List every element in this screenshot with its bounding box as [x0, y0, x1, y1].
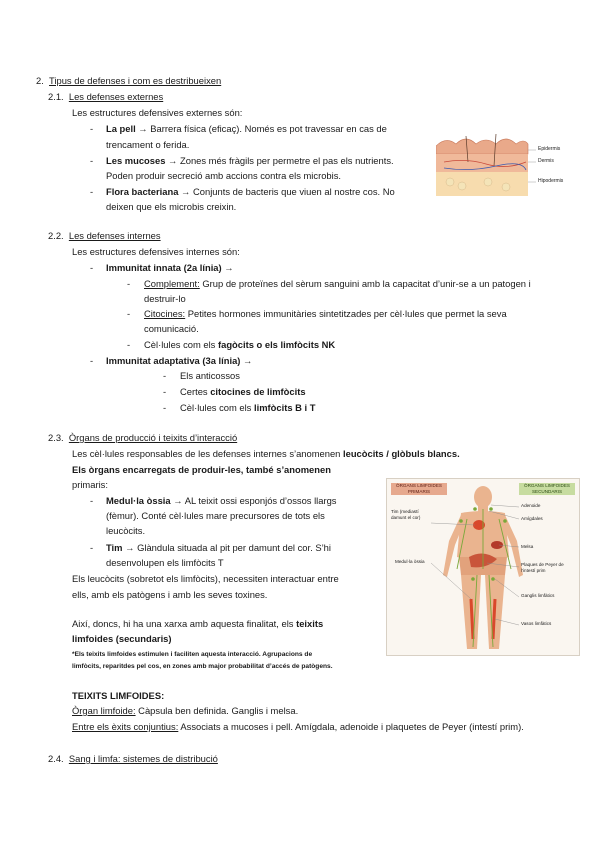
list-item: [90, 542, 331, 554]
figure-label: Dermis: [538, 158, 554, 164]
arrow: →: [165, 155, 180, 166]
figure-label: Epidermis: [538, 146, 561, 152]
definition: Associats a mucoses i pell. Amígdala, adenoide i plaquetes de Peyer (intestí prim).: [178, 721, 524, 732]
list-item: [90, 155, 394, 167]
figure-title: ÒRGANS LIMFOIDES SECUNDARIS: [519, 483, 575, 495]
section-title: Sang i limfa: sistemes de distribució: [68, 753, 218, 764]
figure-label: Ganglis limfàtics: [521, 593, 555, 598]
section-number: 2.4.: [48, 753, 64, 764]
definition: Conjunts de bacteris que viuen al nostre cos. No: [193, 186, 395, 197]
text: Cèl·lules com els: [180, 402, 254, 413]
paragraph: [72, 721, 524, 733]
bold-text: TEIXITS LIMFOIDES:: [72, 690, 165, 701]
list-item: [90, 495, 337, 507]
paragraph: Les estructures defensives internes són:: [72, 246, 240, 257]
paragraph: [72, 618, 323, 630]
sublist-item-cont: comunicació.: [144, 323, 199, 334]
list-item-cont: Poden produir secreció amb accions contra els microbis.: [106, 170, 342, 181]
term: La pell: [106, 123, 136, 134]
bullet: -: [90, 262, 94, 273]
text: Així, doncs, hi ha una xarxa amb aquesta finalitat, els: [72, 618, 297, 629]
paragraph: [72, 705, 298, 717]
definition: Barrera física (eficaç). Només es pot travessar en cas de: [150, 123, 387, 134]
definition: Càpsula ben definida. Ganglis i melsa.: [135, 705, 299, 716]
section-number: 2.: [36, 75, 44, 86]
paragraph: ells, amb els patògens i amb les seves toxines.: [72, 589, 268, 600]
term: Flora bacteriana: [106, 186, 179, 197]
lymphoid-organs-figure: [386, 478, 580, 656]
list-item-cont: deixen que els microbis creixin.: [106, 201, 237, 212]
section-title: Tipus de defenses i com es destribueixen: [49, 75, 222, 86]
bullet: -: [163, 402, 167, 413]
figure-title: ÒRGANS LIMFOIDES PRIMARIS: [391, 483, 447, 495]
text: Les cèl·lules responsables de les defenses internes s’anomenen: [72, 448, 343, 459]
paragraph: primaris:: [72, 479, 108, 490]
list-item-cont: (fèmur). Conté cèl·lules mare precursores de tots els: [106, 510, 325, 521]
text: Cèl·lules com els: [144, 339, 218, 350]
arrow: →: [170, 495, 185, 506]
sublist-item: [127, 308, 507, 320]
definition: AL teixit ossi esponjós d’ossos llargs: [184, 495, 337, 506]
figure-label: Tim (mediastí damunt el cor): [391, 509, 421, 520]
skin-layers-figure: [436, 132, 582, 196]
bold-text: limfoides (secundaris): [72, 633, 172, 644]
paragraph: Els leucòcits (sobretot els limfòcits), necessiten interactuar entre: [72, 573, 339, 584]
figure-label: Adenoide: [521, 503, 541, 508]
bold-text: limfòcits B i T: [253, 402, 316, 413]
section-2-3-heading: [48, 432, 237, 444]
arrow: →: [135, 123, 151, 134]
sublist-item: [163, 386, 306, 398]
bullet: -: [90, 155, 94, 166]
paragraph: Les estructures defensives externes són:: [72, 107, 243, 118]
bullet: -: [127, 308, 131, 319]
definition: Petites hormones immunitàries sintetitzades per cèl·lules que permet la seva: [185, 308, 507, 319]
skin-illustration: [436, 132, 582, 196]
term: Complement:: [144, 278, 200, 289]
arrow: →: [178, 186, 194, 197]
text: Certes: [180, 386, 211, 397]
term: Medul·la òssia: [106, 495, 171, 506]
bullet: -: [90, 355, 94, 366]
figure-label: Amígdales: [521, 516, 543, 521]
bullet: -: [90, 542, 94, 553]
figure-label: Medul·la òssia: [395, 559, 425, 564]
section-2-heading: [36, 75, 221, 87]
bold-text: teixits: [296, 618, 324, 629]
list-item: [90, 262, 234, 274]
bullet: -: [163, 386, 167, 397]
bullet: -: [90, 186, 94, 197]
paragraph: [72, 448, 460, 460]
footnote: *Els teixits limfoides estimulen i faciliten aquesta interacció. Agrupacions de: [72, 651, 313, 658]
arrow: →: [240, 355, 253, 366]
sublist-item-cont: destruir-lo: [144, 293, 186, 304]
figure-label: Hipodermis: [538, 178, 564, 184]
figure-label: Plaques de Peyer de l’intestí prim: [521, 562, 564, 573]
paragraph: [72, 633, 172, 645]
list-item-cont: leucòcits.: [106, 525, 146, 536]
bullet: -: [163, 370, 167, 381]
paragraph: [72, 464, 331, 476]
term: Tim: [106, 542, 123, 553]
sublist-item: [163, 402, 316, 414]
sublist-item: [127, 339, 336, 351]
text: Els anticossos: [180, 370, 240, 381]
definition: Glàndula situada al pit per damunt del cor. S’hi: [137, 542, 331, 553]
bold-text: leucòcits / glòbuls blancs.: [343, 448, 460, 459]
term: Òrgan limfoide:: [72, 705, 136, 716]
arrow: →: [221, 262, 234, 273]
definition: Zones més fràgils per permetre el pas els nutrients.: [180, 155, 394, 166]
subheading: [72, 690, 164, 702]
section-2-2-heading: [48, 230, 161, 242]
section-number: 2.2.: [48, 230, 64, 241]
sublist-item: [127, 278, 531, 290]
bullet: -: [127, 278, 131, 289]
bold-text: Els òrgans encarregats de produir-les, també s’anomenen: [72, 464, 331, 475]
list-item: [90, 123, 387, 135]
figure-label: Vasos limfàtics: [521, 621, 552, 626]
term: Immunitat adaptativa (3a línia): [106, 355, 241, 366]
figure-label: Melsa: [521, 544, 534, 549]
term: Entre els èxits conjuntius:: [72, 721, 179, 732]
list-item: [90, 355, 253, 367]
bullet: -: [90, 495, 94, 506]
footnote: limfòcits, reparitdes pel cos, en zones amb major probabilitat d’accés de patògens.: [72, 663, 333, 670]
term: Les mucoses: [106, 155, 166, 166]
section-2-1-heading: [48, 91, 163, 103]
term: Citocines:: [144, 308, 186, 319]
section-title: Les defenses externes: [68, 91, 164, 102]
arrow: →: [122, 542, 138, 553]
section-number: 2.3.: [48, 432, 64, 443]
section-number: 2.1.: [48, 91, 64, 102]
bold-text: fagòcits o els limfòcits NK: [217, 339, 336, 350]
section-title: Les defenses internes: [68, 230, 161, 241]
term: Immunitat innata (2a línia): [106, 262, 222, 273]
section-2-4-heading: [48, 753, 218, 765]
bold-text: citocines de limfòcits: [210, 386, 306, 397]
sublist-item: [163, 370, 240, 382]
bullet: -: [90, 123, 94, 134]
list-item-cont: trencament o ferida.: [106, 139, 190, 150]
bullet: -: [127, 339, 131, 350]
list-item: [90, 186, 395, 198]
definition: Grup de proteïnes del sèrum sanguini amb la capacitat d’unir-se a un patogen i: [199, 278, 531, 289]
section-title: Òrgans de producció i teixits d’interacció: [68, 432, 238, 443]
list-item-cont: desenvolupen els limfòcits T: [106, 557, 224, 568]
